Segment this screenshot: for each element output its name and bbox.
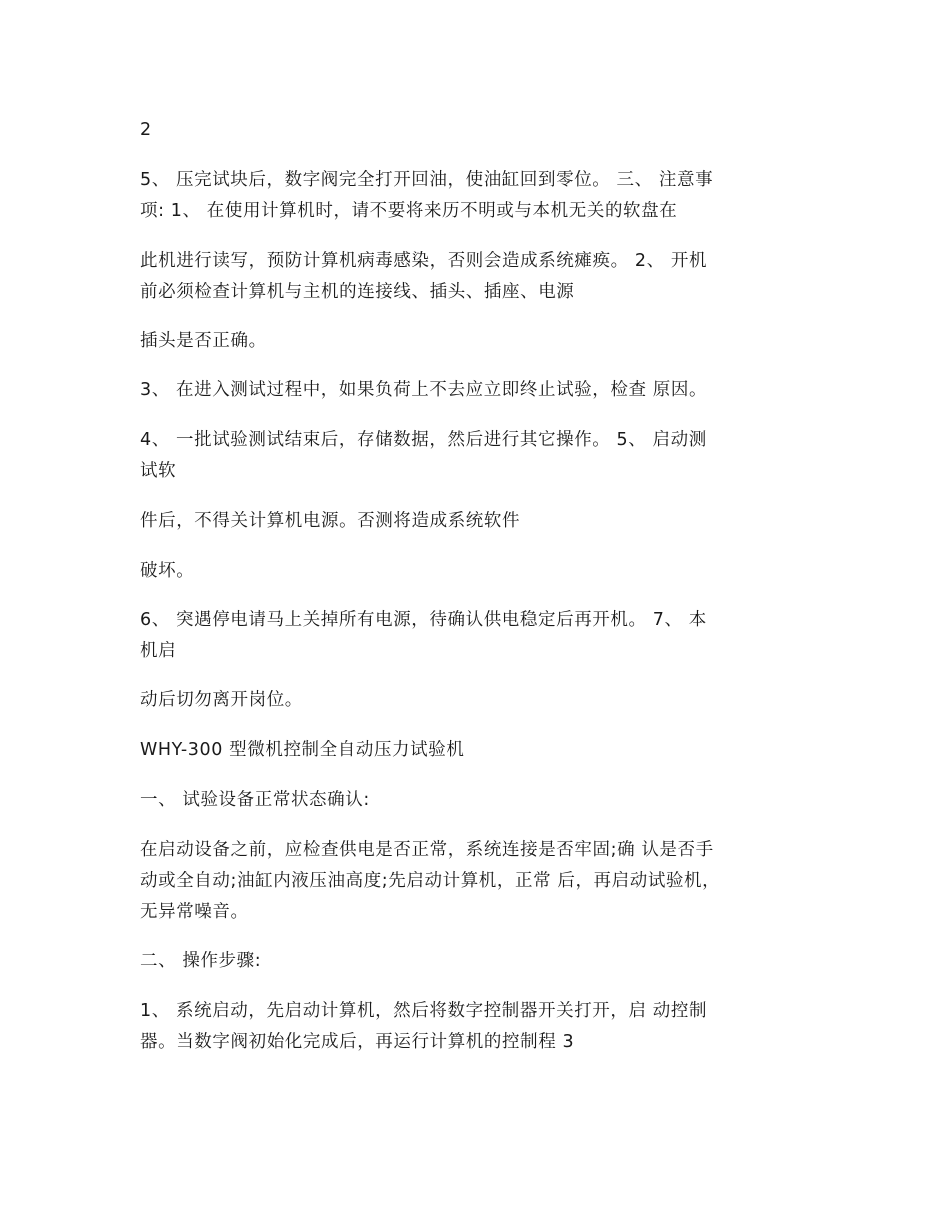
note-5-line-1: 件后，不得关计算机电源。否测将造成系统软件 bbox=[140, 511, 521, 531]
section-2-heading: 二、 操作步骤: bbox=[140, 951, 262, 971]
note-7-line: 动后切勿离开岗位。 bbox=[140, 690, 303, 710]
section-1-line-3: 无异常噪音。 bbox=[140, 902, 249, 922]
section-1-heading: 一、 试验设备正常状态确认: bbox=[140, 790, 370, 810]
note-4-line-1: 4、 一批试验测试结束后，存储数据，然后进行其它操作。 5、 启动测 bbox=[140, 430, 707, 450]
note-5-line-2: 破坏。 bbox=[140, 561, 195, 581]
section-1-line-2: 动或全自动;油缸内液压油高度;先启动计算机，正常 后，再启动试验机， bbox=[140, 871, 721, 891]
notes-line-1: 项: 1、 在使用计算机时，请不要将来历不明或与本机无关的软盘在 bbox=[140, 201, 678, 221]
note-6-line-2: 机启 bbox=[140, 641, 177, 661]
page-number-top: 2 bbox=[140, 120, 152, 140]
section-2-line-2: 器。当数字阀初始化完成后，再运行计算机的控制程 3 bbox=[140, 1032, 575, 1052]
notes-line-2: 此机进行读写，预防计算机病毒感染，否则会造成系统瘫痪。 2、 开机 bbox=[140, 251, 708, 271]
section-1-line-1: 在启动设备之前，应检查供电是否正常，系统连接是否牢固;确 认是否手 bbox=[140, 840, 714, 860]
notes-line-4: 插头是否正确。 bbox=[140, 331, 267, 351]
note-4-line-2: 试软 bbox=[140, 461, 177, 481]
note-6-line-1: 6、 突遇停电请马上关掉所有电源，待确认供电稳定后再开机。 7、 本 bbox=[140, 610, 707, 630]
section-2-line-1: 1、 系统启动，先启动计算机，然后将数字控制器开关打开，启 动控制 bbox=[140, 1001, 708, 1021]
notes-line-3: 前必须检查计算机与主机的连接线、插头、插座、电源 bbox=[140, 282, 575, 302]
section-title: WHY-300 型微机控制全自动压力试验机 bbox=[140, 740, 465, 760]
step-5-line-1: 5、 压完试块后，数字阀完全打开回油，使油缸回到零位。 三、 注意事 bbox=[140, 170, 714, 190]
note-3-line: 3、 在进入测试过程中，如果负荷上不去应立即终止试验，检查 原因。 bbox=[140, 380, 708, 400]
